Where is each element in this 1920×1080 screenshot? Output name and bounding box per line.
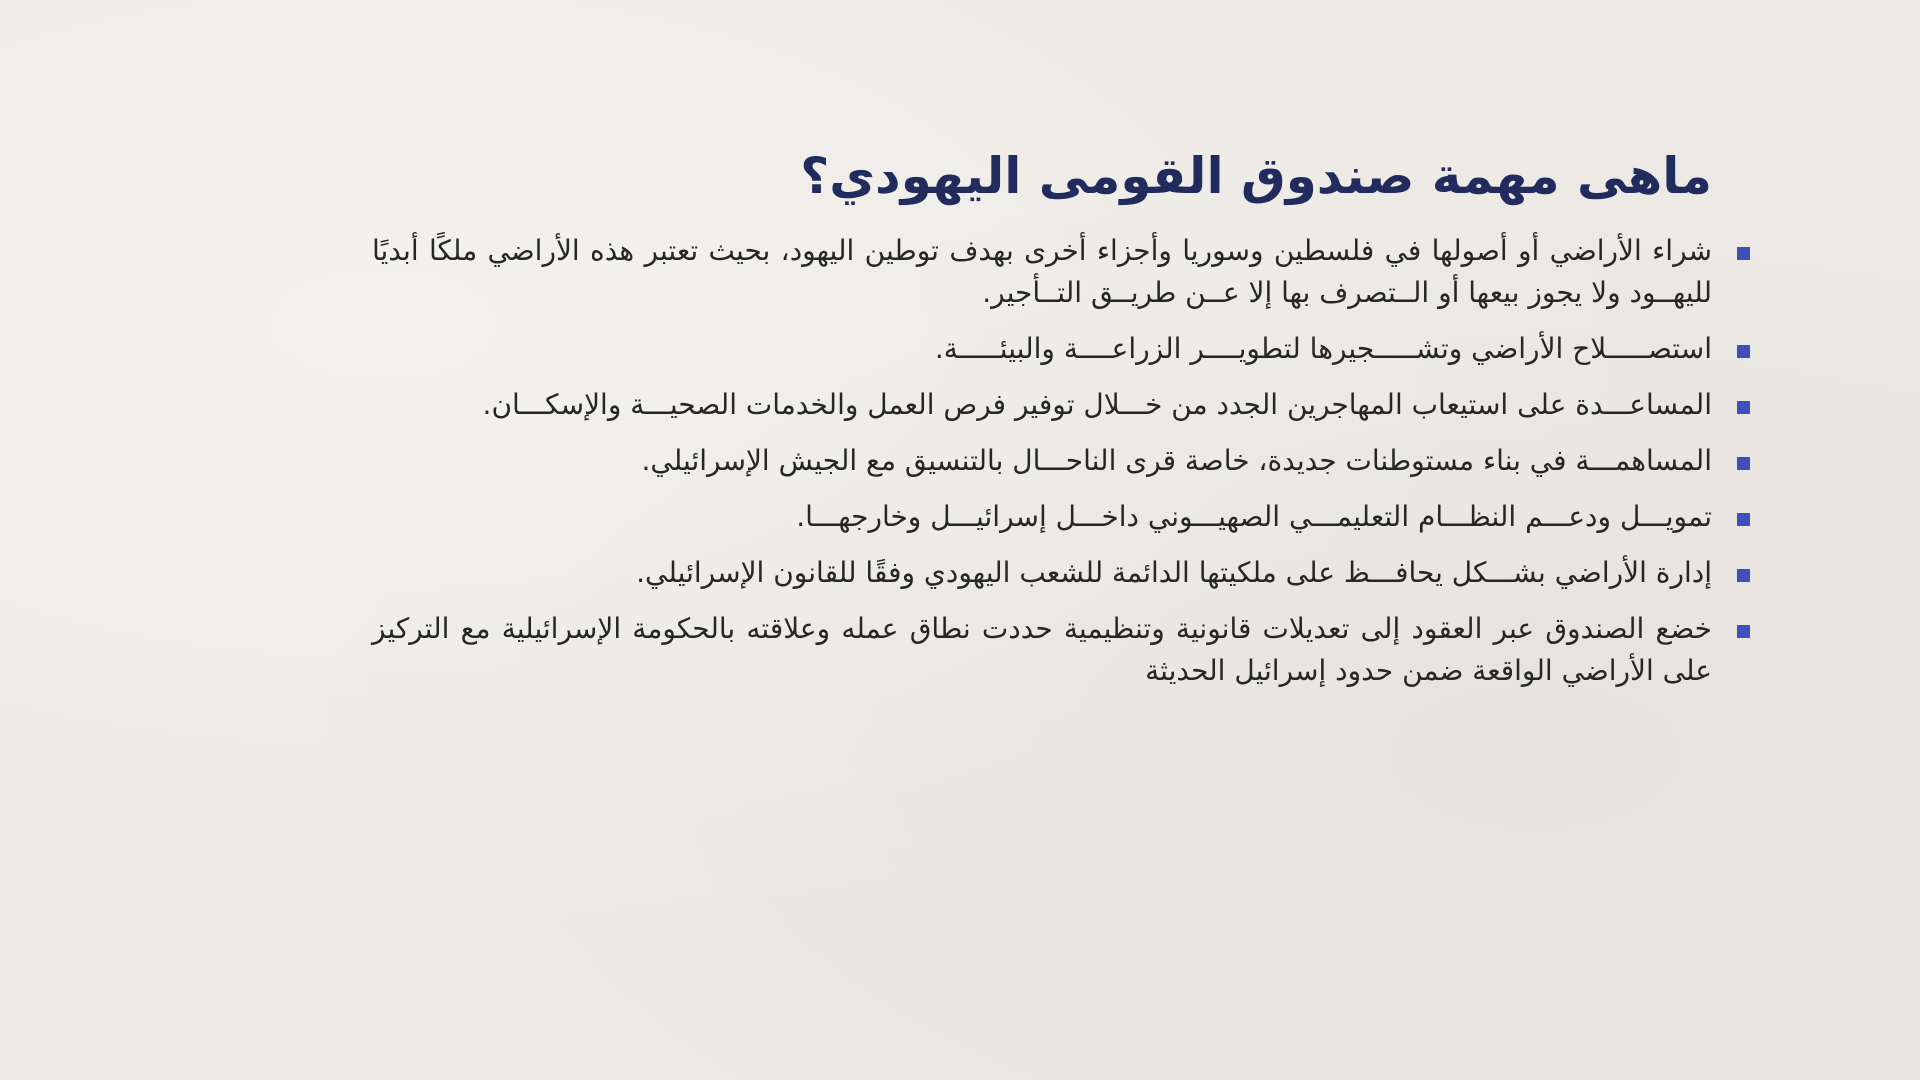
square-bullet-icon — [1737, 625, 1750, 638]
bullet-item — [372, 230, 1712, 314]
bullet-item — [372, 496, 1712, 538]
slide-content — [372, 140, 1712, 706]
square-bullet-icon — [1737, 513, 1750, 526]
bullet-text: استصـــــلاح الأراضي وتشـــــجيرها لتطويــــر الزراعــــة والبيئـــــة. — [934, 332, 1712, 365]
bullet-text: إدارة الأراضي بشـــكل يحافـــظ على ملكيتها الدائمة للشعب اليهودي وفقًا للقانون الإسرائيلي. — [636, 556, 1712, 589]
slide-title: ماهى مهمة صندوق القومى اليهودي؟ — [800, 147, 1712, 205]
bullet-item — [372, 552, 1712, 594]
bullet-item — [372, 608, 1712, 692]
square-bullet-icon — [1737, 457, 1750, 470]
square-bullet-icon — [1737, 247, 1750, 260]
bullet-text: تمويـــل ودعـــم النظـــام التعليمـــي الصهيـــوني داخـــل إسرائيـــل وخارجهـــا. — [796, 500, 1712, 533]
bullet-item — [372, 328, 1712, 370]
square-bullet-icon — [1737, 345, 1750, 358]
square-bullet-icon — [1737, 569, 1750, 582]
bullet-item — [372, 440, 1712, 482]
bullet-text: المساعـــدة على استيعاب المهاجرين الجدد من خـــلال توفير فرص العمل والخدمات الصحيـــة والإسكـــان. — [482, 388, 1712, 421]
bullet-text: المساهمـــة في بناء مستوطنات جديدة، خاصة قرى الناحـــال بالتنسيق مع الجيش الإسرائيلي. — [641, 444, 1712, 477]
bullet-text: خضع الصندوق عبر العقود إلى تعديلات قانونية وتنظيمية حددت نطاق عمله وعلاقته بالحكومة الإسرائيلية مع التركيز على الأراضي الواقعة ضمن حدود إسرائيل الحديثة — [372, 612, 1712, 687]
bullet-text: شراء الأراضي أو أصولها في فلسطين وسوريا وأجزاء أخرى بهدف توطين اليهود، بحيث تعتبر هذه الأراضي ملكًا أبديًا لليهــود ولا يجوز بيعها أو الــتصرف بها إلا عــن طريــق التــأجير. — [372, 234, 1712, 309]
bullet-list — [372, 230, 1712, 692]
bullet-item — [372, 384, 1712, 426]
square-bullet-icon — [1737, 401, 1750, 414]
